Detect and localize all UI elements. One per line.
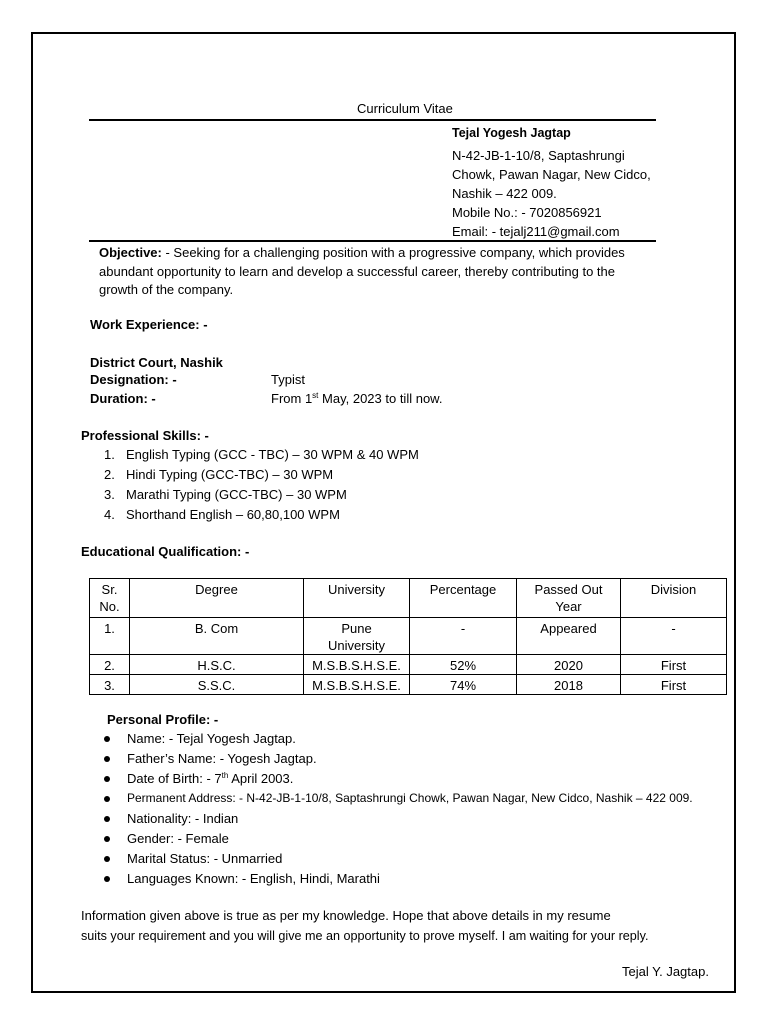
skill-text: Shorthand English – 60,80,100 WPM xyxy=(126,507,340,522)
personal-item: Father’s Name: - Yogesh Jagtap. xyxy=(127,751,317,766)
bullet-icon xyxy=(104,796,110,802)
bullet-icon xyxy=(104,816,110,822)
header-degree: Degree xyxy=(130,579,304,618)
skill-item xyxy=(104,465,333,484)
objective-line: abundant opportunity to learn and develop a successful career, thereby contributing to the xyxy=(99,264,616,279)
objective-text: - Seeking for a challenging position with a progressive company, which provides xyxy=(161,245,625,260)
dob-sup: th xyxy=(221,771,229,780)
contact-mobile: Mobile No.: - 7020856921 xyxy=(452,205,602,220)
cell-division: - xyxy=(621,618,727,655)
bullet-icon xyxy=(104,776,110,782)
duration-suffix: May, 2023 to till now. xyxy=(318,391,443,406)
skill-text: Hindi Typing (GCC-TBC) – 30 WPM xyxy=(126,467,334,482)
table-row xyxy=(90,675,727,695)
cell-passed-out-year: 2018 xyxy=(517,675,621,695)
skill-item xyxy=(104,445,419,464)
contact-address-line: Chowk, Pawan Nagar, New Cidco, xyxy=(452,167,651,182)
personal-item: Languages Known: - English, Hindi, Marathi xyxy=(127,871,380,886)
skills-heading: Professional Skills: - xyxy=(81,428,209,443)
cell-passed-out-year: Appeared xyxy=(517,618,621,655)
education-heading: Educational Qualification: - xyxy=(81,544,250,559)
header-passed-out-year: Passed Out Year xyxy=(517,579,621,618)
objective-line xyxy=(99,243,625,262)
table-header-row xyxy=(90,579,727,618)
header-percentage: Percentage xyxy=(410,579,517,618)
duration-value xyxy=(271,389,442,408)
cell-percentage: 52% xyxy=(410,655,517,675)
designation-value: Typist xyxy=(271,372,305,387)
cell-sr-no: 3. xyxy=(90,675,130,695)
personal-item: Gender: - Female xyxy=(127,831,229,846)
duration-sup: st xyxy=(312,391,319,400)
cell-degree: S.S.C. xyxy=(130,675,304,695)
objective-label: Objective: xyxy=(99,245,162,260)
skill-number: 4. xyxy=(104,507,115,522)
personal-item: Permanent Address: - N-42-JB-1-10/8, Saptashrungi Chowk, Pawan Nagar, New Cidco, Nashik – 422 009. xyxy=(127,791,693,805)
personal-item xyxy=(127,769,293,788)
cell-degree: B. Com xyxy=(130,618,304,655)
declaration-line: suits your requirement and you will give me an opportunity to prove myself. I am waiting for your reply. xyxy=(81,929,649,943)
skill-number: 2. xyxy=(104,467,115,482)
personal-item: Nationality: - Indian xyxy=(127,811,239,826)
header-sr-no: Sr. No. xyxy=(90,579,130,618)
cell-sr-no: 1. xyxy=(90,618,130,655)
work-employer: District Court, Nashik xyxy=(90,355,223,370)
cell-division: First xyxy=(621,675,727,695)
cell-passed-out-year: 2020 xyxy=(517,655,621,675)
personal-item: Name: - Tejal Yogesh Jagtap. xyxy=(127,731,296,746)
declaration-line: Information given above is true as per my knowledge. Hope that above details in my resume xyxy=(81,908,611,923)
duration-label: Duration: - xyxy=(90,391,156,406)
work-heading: Work Experience: - xyxy=(90,317,208,332)
objective-line: growth of the company. xyxy=(99,282,234,297)
skill-item xyxy=(104,485,347,504)
document-title: Curriculum Vitae xyxy=(357,101,453,116)
table-row xyxy=(90,618,727,655)
contact-address-line: N-42-JB-1-10/8, Saptashrungi xyxy=(452,148,625,163)
personal-item: Marital Status: - Unmarried xyxy=(127,851,283,866)
title-rule xyxy=(89,119,656,121)
bullet-icon xyxy=(104,836,110,842)
bullet-icon xyxy=(104,736,110,742)
cell-division: First xyxy=(621,655,727,675)
header-university: University xyxy=(304,579,410,618)
contact-name: Tejal Yogesh Jagtap xyxy=(452,126,571,140)
skill-text: Marathi Typing (GCC-TBC) – 30 WPM xyxy=(126,487,347,502)
dob-after: April 2003. xyxy=(228,771,294,786)
skill-item xyxy=(104,505,340,524)
contact-address-line: Nashik – 422 009. xyxy=(452,186,557,201)
bullet-icon xyxy=(104,876,110,882)
cell-degree: H.S.C. xyxy=(130,655,304,675)
bullet-icon xyxy=(104,856,110,862)
contact-rule xyxy=(89,240,656,242)
contact-email: Email: - tejalj211@gmail.com xyxy=(452,224,620,239)
education-table xyxy=(89,578,727,695)
header-division: Division xyxy=(621,579,727,618)
table-row xyxy=(90,655,727,675)
cell-university: Pune University xyxy=(304,618,410,655)
signature: Tejal Y. Jagtap. xyxy=(622,964,709,979)
bullet-icon xyxy=(104,756,110,762)
cell-percentage: 74% xyxy=(410,675,517,695)
skill-number: 3. xyxy=(104,487,115,502)
cell-university: M.S.B.S.H.S.E. xyxy=(304,655,410,675)
cell-sr-no: 2. xyxy=(90,655,130,675)
cell-percentage: - xyxy=(410,618,517,655)
cell-university: M.S.B.S.H.S.E. xyxy=(304,675,410,695)
skill-number: 1. xyxy=(104,447,115,462)
personal-heading: Personal Profile: - xyxy=(107,712,219,727)
designation-label: Designation: - xyxy=(90,372,177,387)
dob-text: Date of Birth: - 7 xyxy=(127,771,222,786)
skill-text: English Typing (GCC - TBC) – 30 WPM & 40 WPM xyxy=(126,447,419,462)
duration-prefix: From 1 xyxy=(271,391,313,406)
